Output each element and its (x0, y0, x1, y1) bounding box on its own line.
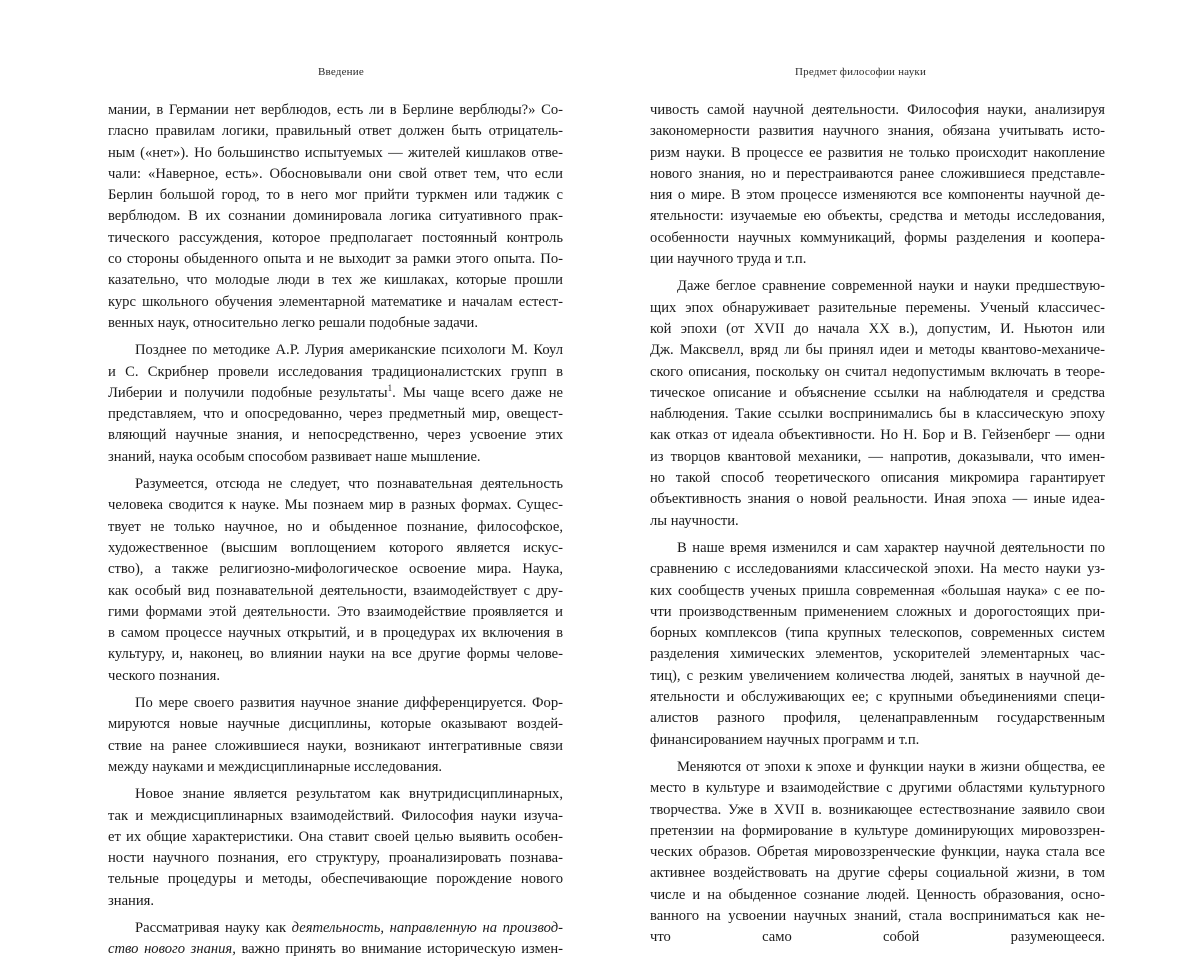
paragraph (650, 538, 1105, 751)
text-line: тическое описание и объяснение ссылки на наблюдателя и средства (650, 384, 1105, 401)
text-line: что само собой разумеющееся. (650, 929, 1105, 946)
text-line: чти производственным применением сложных и дорогостоящих при- (650, 603, 1105, 620)
text-line: тического рассуждения, которое предполагает постоянный контроль (108, 229, 563, 246)
paragraph (108, 340, 563, 468)
text-line: наблюдения. Такие ссылки воспринимались бы в классическую эпоху (650, 406, 1105, 423)
text-line: особенности научных коммуникаций, формы разделения и коопера- (650, 229, 1105, 246)
text-line: художественное (высшим воплощением которого является искус- (108, 539, 563, 556)
text-line: Дж. Максвелл, вряд ли бы принял идеи и методы квантово-механиче- (650, 342, 1105, 359)
text-line: гласно правилам логики, правильный ответ должен быть отрицатель- (108, 123, 563, 140)
text-line: разделения химических элементов, ускорителей элементарных час- (650, 646, 1105, 663)
right-body-text (650, 100, 1105, 949)
text-line: человека сводится к науке. Мы познаем мир в разных формах. Сущес- (108, 497, 563, 514)
text-line: творчества. Уже в XVII в. возникающее естествознание заявило свои (650, 801, 1105, 818)
text-line: знания. (108, 892, 155, 909)
text-line: ствие на ранее сложившиеся науки, возникают интегративные связи (108, 737, 563, 754)
paragraph (108, 474, 563, 687)
text-line: лы научности. (650, 512, 739, 529)
text-line: но такой способ теоретического описания микромира гарантирует (650, 470, 1105, 487)
text-line: тельные процедуры и методы, обеспечивающие порождение нового (108, 871, 563, 888)
text-line: ких сообществ ученых пришла современная «большая наука» с ее по- (650, 582, 1105, 599)
paragraph (650, 276, 1105, 532)
text-line: курс школьного обучения элементарной математике и началам естест- (108, 293, 563, 310)
left-page (0, 0, 600, 958)
left-running-head: Введение (318, 66, 364, 78)
text-line: ческих образов. Обретая мировоззренческие функции, наука стала все (650, 844, 1105, 861)
paragraph (108, 100, 563, 334)
text-line: В наше время изменился и сам характер научной деятельности по (677, 539, 1105, 556)
text-line: чали: «Наверное, есть». Обосновывали они свой ответ тем, что если (108, 165, 563, 182)
text-line: объективность знания о новой реальности. Иная эпоха — иные идеа- (650, 491, 1105, 508)
text-line: ным («нет»). Но большинство испытуемых — жителей кишлаков отве- (108, 144, 563, 161)
text-line: венных наук, относительно легко решали подобные задачи. (108, 314, 479, 331)
text-line: вляющий научные знания, и непосредственно, через усвоение этих (108, 427, 563, 444)
text-line: Даже беглое сравнение современной науки и науки предшествую- (677, 278, 1105, 295)
text-line: ванного на усвоении научных знаний, стала восприниматься как не- (650, 907, 1105, 924)
text-line: чивость самой научной деятельности. Философия науки, анализируя (650, 102, 1105, 118)
text-line: как особый вид познавательной деятельности, взаимодействует с дру- (108, 582, 563, 599)
text-line: Позднее по методике А.Р. Лурия американские психологи М. Коул (135, 342, 563, 359)
text-line: Новое знание является результатом как внутридисциплинарных, (135, 786, 563, 803)
text-line: ческого познания. (108, 667, 221, 684)
text-line: между науками и междисциплинарные исследования. (108, 758, 443, 775)
text-line: представляем, что и опосредованно, через предметный мир, овещест- (108, 406, 563, 423)
right-page (600, 0, 1200, 946)
text-line: в самом процессе научных открытий, и в процедурах их включения в (108, 625, 563, 642)
text-line: и С. Скрибнер провели исследования традиционалистских групп в (108, 363, 563, 380)
text-line: Берлин большой город, то в него мог прийти туркмен или таджик с (108, 187, 563, 204)
text-line: ского описания, поскольку он считал недопустимым включать в теоре- (650, 363, 1105, 380)
text-line: кой эпохи (от XVII до начала XX в.), допустим, И. Ньютон или (650, 320, 1105, 337)
text-line: казательно, что молодые люди в тех же кишлаках, которые прошли (108, 272, 563, 289)
paragraph (650, 757, 1105, 949)
text-line: числе и на обыденное сознание людей. Ценность образования, осно- (650, 886, 1105, 903)
text-line: мании, в Германии нет верблюдов, есть ли в Берлине верблюды?» Со- (108, 102, 563, 118)
text-line: финансированием научных программ и т.п. (650, 731, 920, 748)
text-line: ятельности: изучаемые ею объекты, средства и методы исследования, (650, 208, 1105, 225)
text-line: Меняются от эпохи к эпохе и функции науки в жизни общества, ее (677, 758, 1105, 775)
text-line: ство нового знания, важно принять во внимание историческую измен- (108, 941, 564, 958)
text-line: место в культуре и взаимодействие с другими областями культурного (650, 780, 1105, 797)
text-line: верблюдом. В их сознании доминировала логика ситуативного прак- (108, 208, 563, 225)
text-line: знаний, наука особым способом развивает наше мышление. (108, 448, 481, 465)
text-line: ности научного познания, его структуру, проанализировать познава- (108, 850, 563, 867)
text-line: мируются новые научные дисциплины, которые оказывают воздей- (108, 716, 563, 733)
paragraph (108, 693, 563, 778)
text-line: Либерии и получили подобные результаты$^1$. Мы чаще всего даже не (108, 383, 564, 401)
text-line: тиц), с резким увеличением количества людей, занятых в научной де- (650, 667, 1105, 684)
text-line: так и междисциплинарных взаимодействий. Философия науки изуча- (108, 807, 563, 824)
text-line: сравнению с исследованиями классической эпохи. На место науки уз- (650, 561, 1105, 578)
text-line: ризм науки. В процессе ее развития не только происходит накопление (650, 144, 1105, 161)
text-line: гими формами этой деятельности. Это взаимодействие проявляется и (108, 603, 563, 620)
text-line: ции научного труда и т.п. (650, 251, 807, 268)
right-running-head: Предмет философии науки (795, 66, 927, 78)
text-line: борных комплексов (типа крупных телескопов, современных систем (650, 625, 1105, 642)
text-line: со стороны обыденного опыта и не выходит за рамки этого опыта. По- (108, 251, 563, 268)
text-line: ятельности и обслуживающих ее; с крупными объединениями специ- (650, 689, 1105, 706)
text-line: ство), а также религиозно-мифологическое освоение мира. Наука, (108, 561, 563, 578)
text-line: как отказ от идеала объективности. Но Н. Бор и В. Гейзенберг — одни (650, 427, 1105, 444)
text-line: твует не только научное, но и обыденное познание, философское, (108, 518, 563, 535)
text-line: ния о мире. В этом процессе изменяются все компоненты научной де- (650, 187, 1105, 204)
text-line: Разумеется, отсюда не следует, что познавательная деятельность (135, 476, 563, 493)
text-line: алистов разного профиля, целенаправленным государственным (650, 710, 1105, 727)
text-line: щих эпох обнаруживает разительные перемены. Ученый классичес- (650, 299, 1105, 316)
text-line: По мере своего развития научное знание дифференцируется. Фор- (135, 695, 563, 712)
text-line: нового знания, но и перестраиваются ранее сложившиеся представле- (650, 165, 1105, 182)
text-line: активнее воздействовать на другие сферы социальной жизни, в том (650, 865, 1105, 882)
paragraph (650, 100, 1105, 270)
text-line: претензии на формирование в культуре доминирующих мировоззрен- (650, 822, 1105, 839)
text-line: закономерности развития научного знания, обязана учитывать исто- (650, 123, 1105, 140)
text-line: Рассматривая науку как деятельность, направленную на производ- (135, 919, 563, 936)
paragraph (108, 784, 563, 912)
left-body-text (108, 100, 563, 961)
text-line: культуру, и, наконец, во влиянии науки на все другие формы челове- (108, 646, 563, 663)
text-line: из творцов квантовой механики, — напротив, доказывали, что имен- (650, 448, 1105, 465)
text-line: ет их общие характеристики. Она ставит своей целью выявить особен- (108, 828, 563, 845)
paragraph (108, 918, 563, 961)
